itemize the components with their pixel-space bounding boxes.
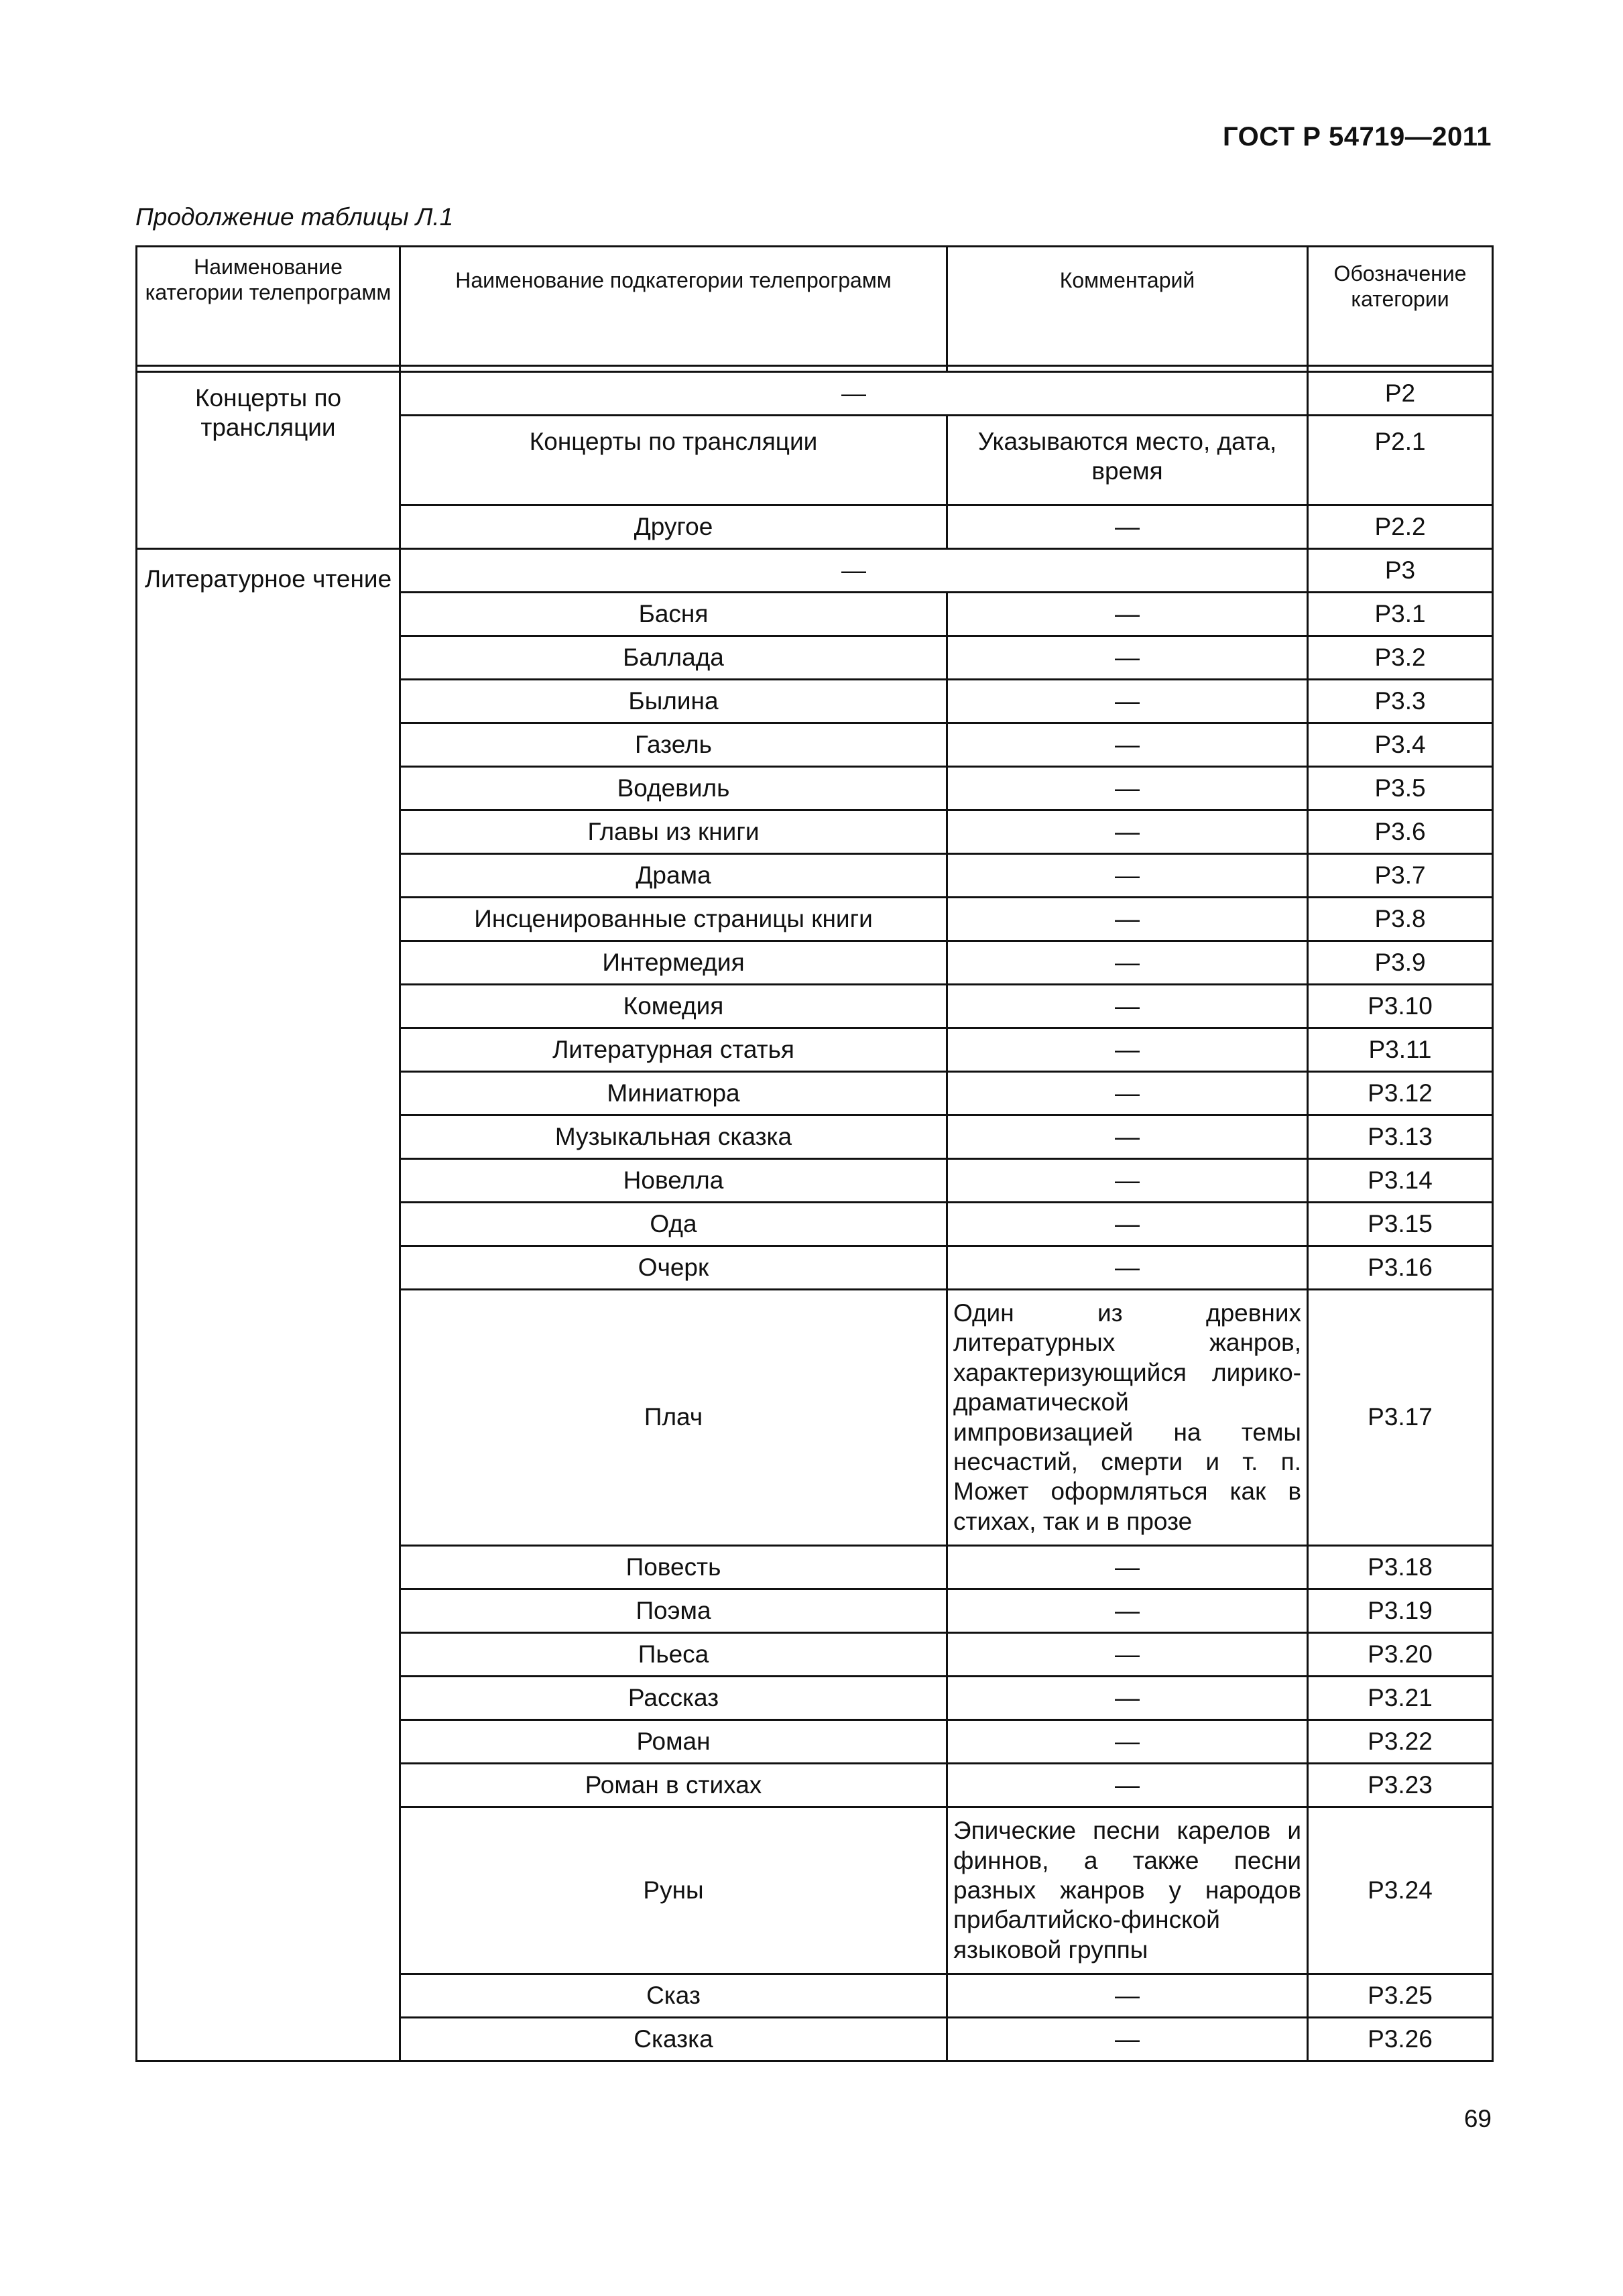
subcategory-cell: Другое xyxy=(400,505,947,549)
code-cell: Р3.9 xyxy=(1308,941,1493,985)
category-cell-concerts: Концерты по трансляции xyxy=(137,372,400,549)
code-cell: Р3.12 xyxy=(1308,1072,1493,1115)
subcategory-cell: Литературная статья xyxy=(400,1028,947,1072)
subcategory-cell: Поэма xyxy=(400,1589,947,1633)
comment-cell: — xyxy=(947,1633,1308,1677)
subcategory-cell: Интермедия xyxy=(400,941,947,985)
header-subcategory: Наименование подкатегории телепрограмм xyxy=(400,247,947,366)
code-cell: Р3.24 xyxy=(1308,1807,1493,1974)
comment-cell: — xyxy=(947,680,1308,723)
comment-cell: — xyxy=(947,1028,1308,1072)
comment-cell: — xyxy=(947,2018,1308,2061)
subcategory-cell: Сказка xyxy=(400,2018,947,2061)
header-code: Обозначение категории xyxy=(1308,247,1493,366)
comment-cell: — xyxy=(947,941,1308,985)
code-cell: Р3.21 xyxy=(1308,1677,1493,1720)
table-row xyxy=(137,372,1493,416)
comment-cell: Один из древних литературных жанров, характеризующийся лирико-драматической импровизацией на темы несчастий, смерти и т. п. Может оформляться как в стихах, так и в прозе xyxy=(947,1290,1308,1546)
code-cell: Р3.20 xyxy=(1308,1633,1493,1677)
header-comment: Комментарий xyxy=(947,247,1308,366)
table-caption: Продолжение таблицы Л.1 xyxy=(135,203,454,231)
group-code: Р3 xyxy=(1308,549,1493,593)
subcategory-cell: Главы из книги xyxy=(400,810,947,854)
subcategory-cell: Новелла xyxy=(400,1159,947,1203)
code-cell: Р3.18 xyxy=(1308,1546,1493,1589)
comment-cell: — xyxy=(947,985,1308,1028)
subcategory-cell: Рассказ xyxy=(400,1677,947,1720)
code-cell: Р3.5 xyxy=(1308,767,1493,810)
subcategory-cell: Драма xyxy=(400,854,947,898)
table-header-row xyxy=(137,247,1493,366)
code-cell: Р3.3 xyxy=(1308,680,1493,723)
subcategory-cell: Сказ xyxy=(400,1974,947,2018)
comment-cell: — xyxy=(947,636,1308,680)
subcategory-cell: Очерк xyxy=(400,1246,947,1290)
code-cell: Р3.22 xyxy=(1308,1720,1493,1764)
comment-cell: — xyxy=(947,1072,1308,1115)
subcategory-cell: Комедия xyxy=(400,985,947,1028)
subcategory-cell: Басня xyxy=(400,593,947,636)
subcategory-cell: Водевиль xyxy=(400,767,947,810)
comment-cell: — xyxy=(947,1115,1308,1159)
code-cell: Р2.1 xyxy=(1308,416,1493,505)
subcategory-cell: Роман xyxy=(400,1720,947,1764)
subcategory-cell: Руны xyxy=(400,1807,947,1974)
code-cell: Р3.19 xyxy=(1308,1589,1493,1633)
table-row xyxy=(137,549,1493,593)
comment-cell: — xyxy=(947,1546,1308,1589)
subcategory-cell: Музыкальная сказка xyxy=(400,1115,947,1159)
subcategory-cell: Инсценированные страницы книги xyxy=(400,898,947,941)
code-cell: Р3.11 xyxy=(1308,1028,1493,1072)
subcategory-cell: Плач xyxy=(400,1290,947,1546)
code-cell: Р3.2 xyxy=(1308,636,1493,680)
comment-cell: — xyxy=(947,1764,1308,1807)
subcategory-cell: Пьеса xyxy=(400,1633,947,1677)
code-cell: Р3.23 xyxy=(1308,1764,1493,1807)
code-cell: Р3.6 xyxy=(1308,810,1493,854)
group-dash: — xyxy=(400,372,1308,416)
code-cell: Р3.1 xyxy=(1308,593,1493,636)
subcategory-cell: Повесть xyxy=(400,1546,947,1589)
code-cell: Р3.4 xyxy=(1308,723,1493,767)
comment-cell: — xyxy=(947,1974,1308,2018)
subcategory-cell: Баллада xyxy=(400,636,947,680)
code-cell: Р3.26 xyxy=(1308,2018,1493,2061)
comment-cell: — xyxy=(947,1159,1308,1203)
comment-cell: Эпические песни карелов и финнов, а также песни разных жанров у народов прибалтийско-финской языковой группы xyxy=(947,1807,1308,1974)
comment-cell: — xyxy=(947,593,1308,636)
category-cell-literary: Литературное чтение xyxy=(137,549,400,2061)
comment-cell: — xyxy=(947,505,1308,549)
code-cell: Р3.8 xyxy=(1308,898,1493,941)
comment-cell: — xyxy=(947,1246,1308,1290)
page-number: 69 xyxy=(1463,2105,1492,2132)
group-code: Р2 xyxy=(1308,372,1493,416)
comment-cell: — xyxy=(947,1203,1308,1246)
code-cell: Р2.2 xyxy=(1308,505,1493,549)
header-category: Наименование категории телепрограмм xyxy=(137,247,400,366)
comment-cell: — xyxy=(947,854,1308,898)
code-cell: Р3.16 xyxy=(1308,1246,1493,1290)
group-dash: — xyxy=(400,549,1308,593)
subcategory-cell: Концерты по трансляции xyxy=(400,416,947,505)
document-standard-number: ГОСТ Р 54719—2011 xyxy=(1223,122,1492,152)
subcategory-cell: Роман в стихах xyxy=(400,1764,947,1807)
code-cell: Р3.10 xyxy=(1308,985,1493,1028)
subcategory-cell: Газель xyxy=(400,723,947,767)
comment-cell: — xyxy=(947,1677,1308,1720)
code-cell: Р3.13 xyxy=(1308,1115,1493,1159)
comment-cell: — xyxy=(947,1589,1308,1633)
subcategory-cell: Миниатюра xyxy=(400,1072,947,1115)
subcategory-cell: Былина xyxy=(400,680,947,723)
code-cell: Р3.25 xyxy=(1308,1974,1493,2018)
categories-table xyxy=(135,245,1494,2062)
comment-cell: — xyxy=(947,898,1308,941)
comment-cell: — xyxy=(947,810,1308,854)
code-cell: Р3.17 xyxy=(1308,1290,1493,1546)
subcategory-cell: Ода xyxy=(400,1203,947,1246)
comment-cell: — xyxy=(947,723,1308,767)
header-separator xyxy=(137,366,1493,372)
code-cell: Р3.15 xyxy=(1308,1203,1493,1246)
code-cell: Р3.14 xyxy=(1308,1159,1493,1203)
comment-cell: — xyxy=(947,1720,1308,1764)
comment-cell: Указываются место, дата, время xyxy=(947,416,1308,505)
comment-cell: — xyxy=(947,767,1308,810)
code-cell: Р3.7 xyxy=(1308,854,1493,898)
